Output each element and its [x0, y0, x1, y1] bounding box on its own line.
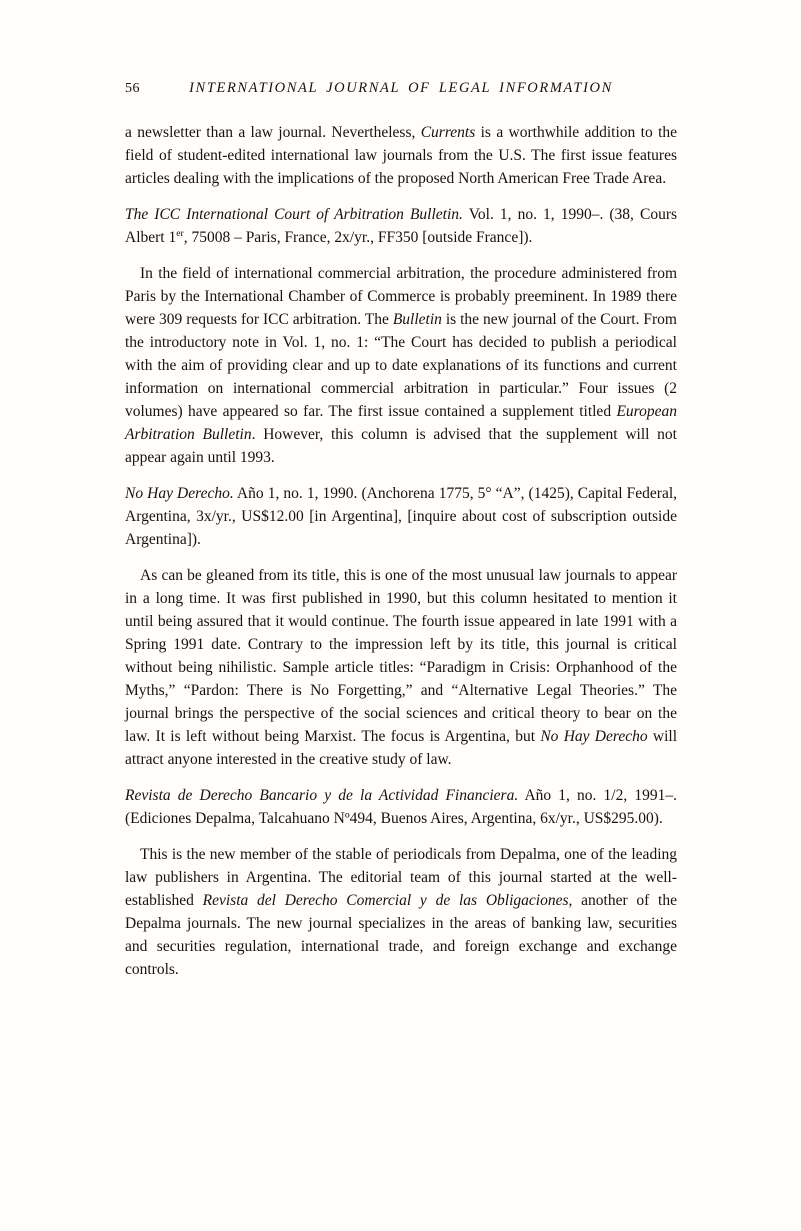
entry-heading: [125, 203, 677, 249]
journal-title: INTERNATIONAL JOURNAL OF LEGAL INFORMATION: [189, 80, 613, 96]
page-body: [125, 121, 677, 981]
entry-heading: [125, 784, 677, 830]
paragraph: [125, 262, 677, 469]
text-segment: is the new journal of the Court. From the introductory note in Vol. 1, no. 1: “The Court has decided to publish a periodical with the aim of providing clear and up to date explanations of its functions and current information on international commercial arbitration in particular.” Four issues (2 volumes) have appeared so far. The first issue contained a supplement titled: [125, 311, 677, 420]
text-segment: No Hay Derecho: [540, 728, 648, 745]
paragraph: [125, 843, 677, 981]
text-segment: Currents: [420, 124, 476, 141]
running-header: [125, 80, 677, 97]
text-segment: European Arbitration Bulletin: [125, 403, 677, 443]
text-segment: er: [176, 227, 184, 239]
text-segment: Revista del Derecho Comercial y de las Obligaciones: [202, 892, 569, 909]
text-segment: Año 1, no. 1, 1990. (Anchorena 1775, 5° “A”, (1425), Capital Federal, Argentina, 3x/yr., US$12.00 [in Argentina], [inquire about cost of subscription outside Argentina]).: [125, 485, 677, 548]
text-segment: is a worthwhile addition to the field of student-edited international law journals from the U.S. The first issue features articles dealing with the implications of the proposed North American Free Trade Area.: [125, 124, 678, 187]
text-segment: This is the new member of the stable of periodicals from Depalma, one of the leading law publishers in Argentina. The editorial team of this journal started at the well-established: [125, 846, 677, 909]
text-segment: Bulletin: [392, 311, 442, 328]
text-segment: . However, this column is advised that the supplement will not appear again until 1993.: [125, 426, 677, 466]
text-segment: In the field of international commercial arbitration, the procedure administered from Paris by the International Chamber of Commerce is probably preeminent. In 1989 there were 309 requests for ICC arbitration. The: [125, 265, 677, 328]
page-number: 56: [125, 81, 140, 96]
text-segment: , another of the Depalma journals. The new journal specializes in the areas of banking law, securities and securities regulation, international trade, and foreign exchange and exchange controls.: [125, 892, 677, 978]
text-segment: No Hay Derecho.: [125, 485, 234, 502]
paragraph: [125, 121, 677, 190]
text-segment: The ICC International Court of Arbitration Bulletin.: [125, 206, 463, 223]
text-segment: Año 1, no. 1/2, 1991–. (Ediciones Depalma, Talcahuano Nº494, Buenos Aires, Argentina, 6x/yr., US$295.00).: [125, 787, 677, 827]
text-segment: Revista de Derecho Bancario y de la Actividad Financiera.: [125, 787, 519, 804]
text-segment: As can be gleaned from its title, this is one of the most unusual law journals to appear in a long time. It was first published in 1990, but this column hesitated to mention it until being assured that it would continue. The fourth issue appeared in late 1991 with a Spring 1991 date. Contrary to the impression left by its title, this journal is critical without being nihilistic. Sample article titles: “Paradigm in Crisis: Orphanhood of the Myths,” “Pardon: There is No Forgetting,” and “Alternative Legal Theories.” The journal brings the perspective of the social sciences and critical theory to bear on the law. It is left without being Marxist. The focus is Argentina, but: [125, 567, 677, 745]
text-segment: Vol. 1, no. 1, 1990–. (38, Cours Albert 1: [125, 206, 678, 246]
paragraph: [125, 564, 677, 771]
entry-heading: [125, 482, 677, 551]
text-segment: will attract anyone interested in the creative study of law.: [125, 728, 677, 768]
text-segment: , 75008 – Paris, France, 2x/yr., FF350 [outside France]).: [183, 229, 533, 246]
text-segment: a newsletter than a law journal. Nevertheless,: [125, 124, 421, 141]
